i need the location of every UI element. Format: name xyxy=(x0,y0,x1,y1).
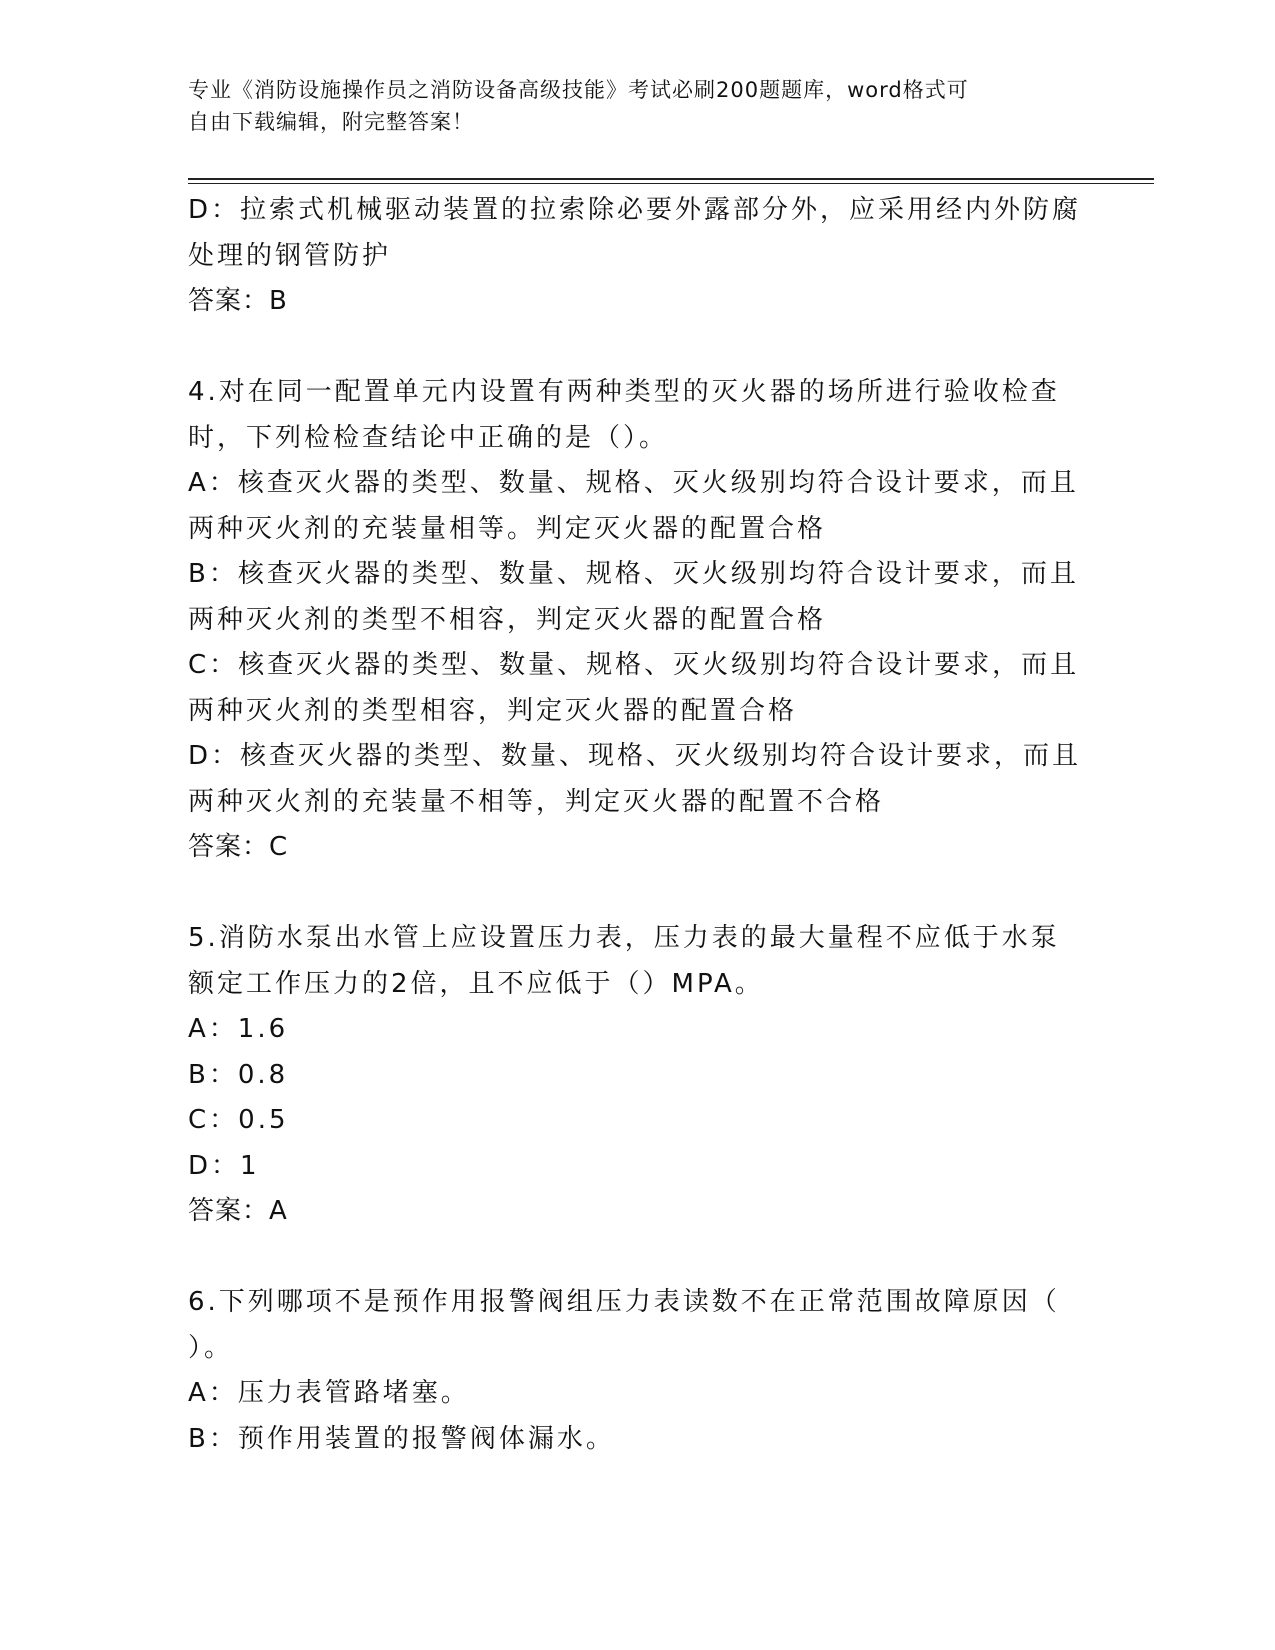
q5-option-c: C：0.5 xyxy=(188,1105,289,1135)
q5-stem-line-2: 额定工作压力的2倍，且不应低于（）MPA。 xyxy=(188,968,764,999)
question-4 xyxy=(188,370,1088,871)
q5-option-a: A：1.6 xyxy=(188,1014,289,1044)
q5-option-b: B：0.8 xyxy=(188,1059,289,1090)
q6-stem-line-1: 6.下列哪项不是预作用报警阀组压力表读数不在正常范围故障原因（ xyxy=(188,1287,1060,1317)
q4-option-d-line-2: 两种灭火剂的充装量不相等，判定灭火器的配置不合格 xyxy=(188,786,885,817)
q6-option-a: A：压力表管路堵塞。 xyxy=(188,1378,470,1408)
header-line-2: 自由下载编辑，附完整答案！ xyxy=(188,110,474,134)
q4-answer: 答案：C xyxy=(188,832,289,862)
page-header xyxy=(188,74,1088,138)
q4-stem-line-1: 4.对在同一配置单元内设置有两种类型的灭火器的场所进行验收检查 xyxy=(188,377,1060,407)
q3-option-d-line-1: D：拉索式机械驱动装置的拉索除必要外露部分外，应采用经内外防腐 xyxy=(188,195,1082,225)
question-3-tail xyxy=(188,188,1088,325)
header-line-1: 专业《消防设施操作员之消防设备高级技能》考试必刷200题题库，word格式可 xyxy=(188,78,969,102)
spacer xyxy=(188,871,1088,917)
document-body xyxy=(188,188,1088,1462)
q6-stem-line-2: ）。 xyxy=(188,1332,234,1363)
question-6 xyxy=(188,1280,1088,1462)
spacer xyxy=(188,325,1088,371)
q4-option-b-line-2: 两种灭火剂的类型不相容，判定灭火器的配置合格 xyxy=(188,604,827,635)
q4-option-c-line-1: C：核查灭火器的类型、数量、规格、灭火级别均符合设计要求，而且 xyxy=(188,650,1080,680)
q4-stem-line-2: 时，下列检检查结论中正确的是（）。 xyxy=(188,422,669,453)
q4-option-d-line-1: D：核查灭火器的类型、数量、现格、灭火级别均符合设计要求，而且 xyxy=(188,741,1082,771)
q5-stem-line-1: 5.消防水泵出水管上应设置压力表，压力表的最大量程不应低于水泵 xyxy=(188,923,1060,953)
question-5 xyxy=(188,916,1088,1235)
header-divider xyxy=(188,178,1154,184)
q4-option-a-line-1: A：核查灭火器的类型、数量、规格、灭火级别均符合设计要求，而且 xyxy=(188,468,1079,498)
q6-option-b: B：预作用装置的报警阀体漏水。 xyxy=(188,1423,615,1454)
spacer xyxy=(188,1235,1088,1281)
q4-option-b-line-1: B：核查灭火器的类型、数量、规格、灭火级别均符合设计要求，而且 xyxy=(188,559,1079,589)
q5-option-d: D：1 xyxy=(188,1150,260,1181)
q3-answer: 答案：B xyxy=(188,286,288,316)
q3-option-d-line-2: 处理的钢管防护 xyxy=(188,240,392,271)
q4-option-c-line-2: 两种灭火剂的类型相容，判定灭火器的配置合格 xyxy=(188,695,798,726)
q5-answer: 答案：A xyxy=(188,1196,288,1226)
q4-option-a-line-2: 两种灭火剂的充装量相等。判定灭火器的配置合格 xyxy=(188,513,827,544)
